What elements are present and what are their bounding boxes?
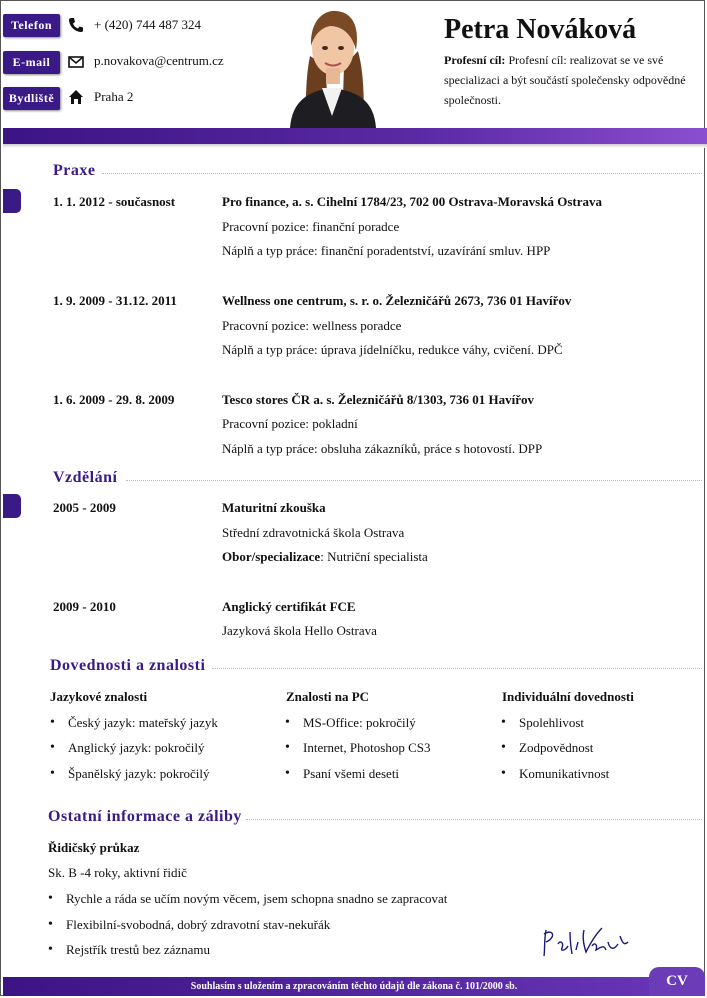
experience-date: 1. 1. 2012 - současnost bbox=[53, 194, 176, 209]
education-school: Střední zdravotnická škola Ostrava bbox=[222, 525, 405, 540]
license-title: Řidičský průkaz bbox=[48, 840, 140, 855]
section-divider bbox=[246, 819, 702, 820]
section-marker bbox=[3, 189, 21, 213]
email-value: p.novakova@centrum.cz bbox=[94, 53, 224, 68]
consent-text: Souhlasím s uložením a zpracováním těchto údajů dle zákona č. 101/2000 sb. bbox=[190, 981, 518, 992]
phone-icon bbox=[68, 17, 84, 33]
experience-description: Náplň a typ práce: obsluha zákazníků, práce s hotovostí. DPP bbox=[222, 441, 543, 456]
skills-personal-title: Individuální dovednosti bbox=[502, 689, 634, 704]
experience-employer: Pro finance, a. s. Cihelní 1784/23, 702 00 Ostrava-Moravská Ostrava bbox=[222, 194, 602, 209]
address-value: Praha 2 bbox=[94, 89, 134, 104]
experience-employer: Wellness one centrum, s. r. o. Železničářů 2673, 736 01 Havířov bbox=[222, 293, 572, 308]
experience-description: Náplň a typ práce: úprava jídelníčku, redukce váhy, cvičení. DPČ bbox=[222, 342, 563, 357]
education-school: Jazyková škola Hello Ostrava bbox=[222, 623, 377, 638]
header-band-shadow bbox=[3, 144, 707, 148]
handwritten-signature bbox=[540, 920, 630, 960]
skill-item: • Španělský jazyk: pokročilý bbox=[68, 766, 210, 782]
footer-band bbox=[3, 977, 705, 996]
field-label: Obor/specializace bbox=[222, 549, 321, 564]
experience-position: Pracovní pozice: wellness poradce bbox=[222, 318, 402, 333]
envelope-icon bbox=[68, 54, 84, 70]
header-band bbox=[3, 128, 707, 144]
experience-description: Náplň a typ práce: finanční poradentství, uzavírání smluv. HPP bbox=[222, 243, 551, 258]
skill-item: • Spolehlivost bbox=[519, 715, 584, 731]
section-title-skills: Dovednosti a znalosti bbox=[50, 657, 206, 674]
email-label: E-mail bbox=[3, 51, 60, 74]
section-title-other: Ostatní informace a záliby bbox=[48, 808, 242, 825]
other-item: • Rejstřík trestů bez záznamu bbox=[66, 942, 210, 958]
skill-item: • Anglický jazyk: pokročilý bbox=[68, 740, 204, 756]
education-date: 2005 - 2009 bbox=[53, 500, 116, 515]
skills-pc-title: Znalosti na PC bbox=[286, 689, 370, 704]
experience-position: Pracovní pozice: finanční poradce bbox=[222, 219, 400, 234]
skills-languages-title: Jazykové znalosti bbox=[50, 689, 148, 704]
goal-label: Profesní cíl: bbox=[444, 53, 506, 67]
address-label: Bydliště bbox=[3, 87, 60, 110]
section-divider bbox=[102, 173, 702, 174]
other-item: • Rychle a ráda se učím novým věcem, jsem schopna snadno se zapracovat bbox=[66, 891, 447, 907]
section-divider bbox=[212, 668, 702, 669]
phone-label: Telefon bbox=[3, 14, 60, 37]
candidate-name: Petra Nováková bbox=[444, 14, 637, 45]
section-title-experience: Praxe bbox=[53, 162, 96, 179]
phone-value: + (420) 744 487 324 bbox=[94, 17, 201, 32]
skill-item: • Psaní všemi deseti bbox=[303, 766, 399, 782]
cv-tab: CV bbox=[649, 967, 705, 996]
education-date: 2009 - 2010 bbox=[53, 599, 116, 614]
education-title: Maturitní zkouška bbox=[222, 500, 326, 515]
field-value: : Nutriční specialista bbox=[320, 549, 428, 564]
experience-employer: Tesco stores ČR a. s. Železničářů 8/1303, 736 01 Havířov bbox=[222, 392, 534, 407]
section-marker bbox=[3, 494, 21, 518]
profile-photo bbox=[280, 6, 384, 128]
career-goal bbox=[444, 50, 689, 110]
skill-item: • MS-Office: pokročilý bbox=[303, 715, 416, 731]
skill-item: • Internet, Photoshop CS3 bbox=[303, 740, 430, 756]
experience-position: Pracovní pozice: pokladní bbox=[222, 416, 358, 431]
section-title-education: Vzdělání bbox=[53, 469, 118, 486]
education-field bbox=[222, 549, 428, 565]
skill-item: • Zodpovědnost bbox=[519, 740, 593, 756]
license-text: Sk. B -4 roky, aktivní řidič bbox=[48, 865, 187, 880]
education-title: Anglický certifikát FCE bbox=[222, 599, 356, 614]
home-icon bbox=[68, 89, 84, 105]
experience-date: 1. 6. 2009 - 29. 8. 2009 bbox=[53, 392, 175, 407]
section-divider bbox=[126, 480, 702, 481]
skill-item: • Český jazyk: mateřský jazyk bbox=[68, 715, 218, 731]
skill-item: • Komunikativnost bbox=[519, 766, 609, 782]
goal-text: Profesní cíl: realizovat se ve své specializaci a být součástí společensky odpovědné společnosti. bbox=[444, 53, 686, 107]
experience-date: 1. 9. 2009 - 31.12. 2011 bbox=[53, 293, 177, 308]
other-item: • Flexibilní-svobodná, dobrý zdravotní stav-nekuřák bbox=[66, 917, 330, 933]
